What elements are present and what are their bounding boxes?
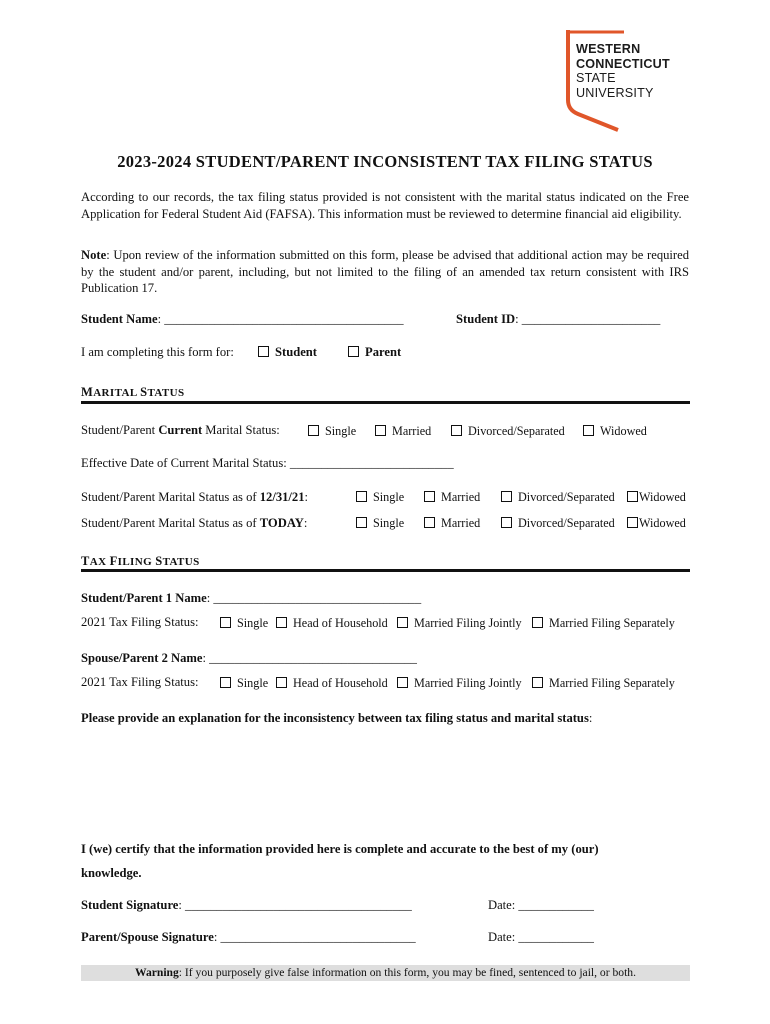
parent-signature-label: Parent/Spouse Signature [81, 930, 214, 944]
p2-single-option[interactable] [220, 676, 268, 691]
student-checkbox[interactable] [258, 346, 269, 357]
parent2-name-field[interactable]: : _________________________________ [202, 651, 417, 665]
explanation-prompt: Please provide an explanation for the inconsistency between tax filing status and marital status: [81, 711, 593, 725]
checkbox[interactable] [356, 517, 367, 528]
current-widowed-option[interactable] [583, 424, 647, 439]
checkbox[interactable] [276, 677, 287, 688]
warning-label: Warning [134, 966, 179, 979]
warning-text: : If you purposely give false information on this form, you may be fined, sentenced to jail, or both. [178, 966, 637, 979]
student-date-field[interactable]: Date: ____________ [488, 898, 594, 912]
p2-hoh-option[interactable] [276, 676, 388, 691]
form-title: 2023-2024 STUDENT/PARENT INCONSISTENT TAX FILING STATUS [117, 152, 653, 171]
asof-married-option[interactable] [424, 490, 480, 505]
heading-rest: TATUS [162, 556, 200, 568]
p1-single-option[interactable] [220, 616, 268, 631]
asof-date: 12/31/21 [259, 490, 305, 504]
marital-status-heading [81, 385, 185, 400]
parent1-label: Student/Parent 1 Name [81, 591, 207, 605]
checkbox[interactable] [583, 425, 594, 436]
checkbox[interactable] [308, 425, 319, 436]
today-married-option[interactable] [424, 516, 480, 531]
p1-mfs-option[interactable] [532, 616, 675, 631]
checkbox[interactable] [424, 491, 435, 502]
option-label: Married Filing Separately [549, 616, 675, 630]
option-label: Divorced/Separated [518, 516, 615, 530]
asof-divorced-option[interactable] [501, 490, 615, 505]
heading-cap: S [155, 554, 163, 568]
heading-cap: S [140, 385, 148, 399]
option-parent[interactable] [348, 345, 401, 360]
today-divorced-option[interactable] [501, 516, 615, 531]
university-logo [566, 30, 696, 134]
today-single-option[interactable] [356, 516, 404, 531]
tax-filing-heading [81, 554, 200, 569]
heading-rest: AX [89, 556, 110, 568]
checkbox[interactable] [397, 617, 408, 628]
parent-signature-row [81, 930, 416, 945]
checkbox[interactable] [501, 491, 512, 502]
current-bold: Current [158, 423, 203, 437]
checkbox[interactable] [220, 677, 231, 688]
explanation-area[interactable] [81, 735, 690, 830]
p1-mfj-option[interactable] [397, 616, 522, 631]
note-text: : Upon review of the information submitted on this form, please be advised that additional action may be required by the student and/or parent, including, but not limited to the filing of an amended tax return consistent with IRS Publication 17. [81, 248, 689, 295]
asof-text: Student/Parent Marital Status as of [81, 490, 260, 504]
logo-line-3: STATE [576, 71, 616, 85]
checkbox[interactable] [397, 677, 408, 688]
checkbox[interactable] [627, 517, 638, 528]
heading-rest: ILING [117, 556, 156, 568]
student-signature-label: Student Signature [81, 898, 179, 912]
parent-date-field[interactable]: Date: ____________ [488, 930, 594, 944]
option-label: Widowed [639, 516, 686, 530]
checkbox[interactable] [532, 677, 543, 688]
today-widowed-option[interactable] [627, 516, 686, 531]
explanation-text: Please provide an explanation for the inconsistency between tax filing status and marital status [81, 711, 589, 725]
completing-for-label: I am completing this form for: [81, 345, 234, 359]
option-label: Married Filing Jointly [414, 616, 522, 630]
parent2-label: Spouse/Parent 2 Name [81, 651, 203, 665]
student-name-label: Student Name [81, 312, 158, 326]
checkbox[interactable] [424, 517, 435, 528]
checkbox[interactable] [532, 617, 543, 628]
parent1-row [81, 591, 421, 606]
today-bold: TODAY [259, 516, 304, 530]
logo-line-2: CONNECTICUT [576, 56, 670, 71]
checkbox[interactable] [276, 617, 287, 628]
asof-label: Student/Parent Marital Status as of 12/31/21: [81, 490, 309, 504]
warning-banner [81, 965, 690, 981]
option-label: Married Filing Jointly [414, 676, 522, 690]
heading-rest: ARITAL [93, 387, 141, 399]
student-name-field[interactable]: : ______________________________________ [157, 312, 404, 326]
section-divider [81, 569, 690, 572]
student-option-label: Student [275, 345, 317, 359]
option-label: Married Filing Separately [549, 676, 675, 690]
checkbox[interactable] [356, 491, 367, 502]
parent1-name-field[interactable]: : _________________________________ [206, 591, 422, 605]
option-label: Single [325, 424, 357, 438]
parent-option-label: Parent [365, 345, 402, 359]
note-label: Note [81, 248, 107, 262]
p2-mfj-option[interactable] [397, 676, 522, 691]
parent-signature-field[interactable]: : _______________________________ [213, 930, 416, 944]
option-label: Widowed [600, 424, 647, 438]
option-student[interactable] [258, 345, 317, 360]
certify-line-1: I (we) certify that the information provided here is complete and accurate to the best of my (our) [81, 842, 599, 856]
parent2-row [81, 651, 417, 666]
asof-widowed-option[interactable] [627, 490, 686, 505]
effective-date-field[interactable]: Effective Date of Current Marital Status: __________________________ [81, 456, 454, 470]
heading-rest: TATUS [147, 387, 185, 399]
option-label: Single [237, 676, 269, 690]
asof-single-option[interactable] [356, 490, 404, 505]
option-label: Married [392, 424, 432, 438]
checkbox[interactable] [220, 617, 231, 628]
current-married-option[interactable] [375, 424, 431, 439]
student-name-row [81, 312, 404, 327]
heading-cap: M [81, 385, 94, 399]
student-signature-row [81, 898, 412, 913]
student-id-field[interactable]: : ______________________ [515, 312, 661, 326]
heading-cap: F [109, 554, 118, 568]
p1-hoh-option[interactable] [276, 616, 388, 631]
current-suffix: Marital Status: [202, 423, 280, 437]
option-label: Widowed [639, 490, 686, 504]
option-label: Married [441, 490, 481, 504]
checkbox[interactable] [627, 491, 638, 502]
option-label: Married [441, 516, 481, 530]
option-label: Single [373, 516, 405, 530]
current-divorced-option[interactable] [451, 424, 565, 439]
current-marital-label [81, 423, 280, 438]
option-label: Head of Household [293, 676, 388, 690]
student-id-label: Student ID [456, 312, 516, 326]
option-label: Divorced/Separated [518, 490, 615, 504]
logo-line-4: UNIVERSITY [576, 85, 654, 100]
p2-mfs-option[interactable] [532, 676, 675, 691]
heading-cap: T [81, 554, 90, 568]
student-id-row [456, 312, 660, 327]
intro-paragraph: According to our records, the tax filing status provided is not consistent with the marital status indicated on the Free Application for Federal Student Aid (FAFSA). This information must be reviewed to determine financial aid eligibility. [81, 190, 689, 221]
completing-for-row [81, 345, 234, 360]
checkbox[interactable] [501, 517, 512, 528]
option-label: Divorced/Separated [468, 424, 565, 438]
parent-checkbox[interactable] [348, 346, 359, 357]
note-paragraph [81, 247, 689, 297]
option-label: Single [373, 490, 405, 504]
checkbox[interactable] [375, 425, 386, 436]
current-prefix: Student/Parent [81, 423, 159, 437]
logo-line-1: WESTERN [576, 42, 641, 56]
checkbox[interactable] [451, 425, 462, 436]
today-text: Student/Parent Marital Status as of [81, 516, 260, 530]
parent2-tax-label: 2021 Tax Filing Status: [81, 675, 199, 689]
option-label: Single [237, 616, 269, 630]
student-signature-field[interactable]: : ____________________________________ [178, 898, 412, 912]
today-label: Student/Parent Marital Status as of TODAY: [81, 516, 308, 530]
section-divider [81, 401, 690, 404]
certify-line-2: knowledge. [81, 866, 142, 880]
current-single-option[interactable] [308, 424, 356, 439]
parent1-tax-label: 2021 Tax Filing Status: [81, 615, 199, 629]
option-label: Head of Household [293, 616, 388, 630]
